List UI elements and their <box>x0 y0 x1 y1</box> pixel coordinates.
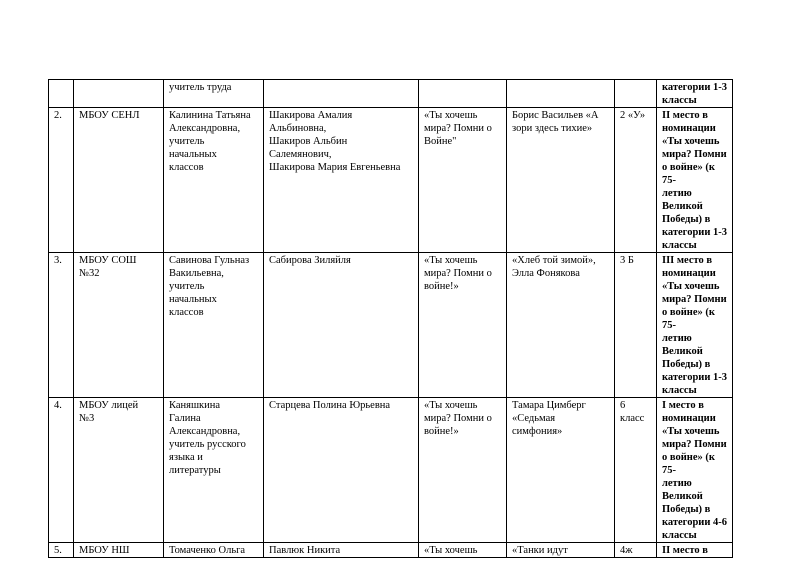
class-cell: 2 «У» <box>615 108 657 253</box>
table-row <box>49 108 733 253</box>
nomination-cell: «Ты хочешь <box>419 543 507 558</box>
row-number <box>49 80 74 108</box>
teacher-cell: Каняшкина Галина Александровна, учитель русского языка и литературы <box>164 398 264 543</box>
row-number: 3. <box>49 253 74 398</box>
work-cell <box>507 80 615 108</box>
school-cell: МБОУ СОШ №32 <box>74 253 164 398</box>
result-cell: I место в номинации «Ты хочешь мира? Помни о войне» (к 75- летию Великой Победы) в категории 4-6 классы <box>657 398 733 543</box>
nomination-cell: «Ты хочешь мира? Помни о войне!» <box>419 253 507 398</box>
work-cell: «Хлеб той зимой», Элла Фонякова <box>507 253 615 398</box>
class-cell <box>615 80 657 108</box>
row-number: 5. <box>49 543 74 558</box>
students-cell: Старцева Полина Юрьевна <box>264 398 419 543</box>
nomination-cell: «Ты хочешь мира? Помни о войне!» <box>419 398 507 543</box>
nomination-cell <box>419 80 507 108</box>
school-cell: МБОУ НШ <box>74 543 164 558</box>
school-cell <box>74 80 164 108</box>
students-cell: Павлюк Никита <box>264 543 419 558</box>
work-cell: «Танки идут <box>507 543 615 558</box>
participants-table <box>48 79 733 558</box>
table-row <box>49 80 733 108</box>
row-number: 2. <box>49 108 74 253</box>
result-cell: II место в номинации «Ты хочешь мира? Помни о войне» (к 75- летию Великой Победы) в категории 1-3 классы <box>657 108 733 253</box>
school-cell: МБОУ СЕНЛ <box>74 108 164 253</box>
nomination-cell: «Ты хочешь мира? Помни о Войне" <box>419 108 507 253</box>
students-cell: Сабирова Зиляйля <box>264 253 419 398</box>
teacher-cell: Савинова Гульназ Вакильевна, учитель начальных классов <box>164 253 264 398</box>
teacher-cell: Томаченко Ольга <box>164 543 264 558</box>
result-cell: категории 1-3 классы <box>657 80 733 108</box>
table-row <box>49 398 733 543</box>
class-cell: 6 класс <box>615 398 657 543</box>
class-cell: 3 Б <box>615 253 657 398</box>
work-cell: Тамара Цимберг «Седьмая симфония» <box>507 398 615 543</box>
work-cell: Борис Васильев «А зори здесь тихие» <box>507 108 615 253</box>
teacher-cell: учитель труда <box>164 80 264 108</box>
table-row <box>49 253 733 398</box>
table-row <box>49 543 733 558</box>
students-cell: Шакирова Амалия Альбиновна, Шакиров Альбин Салемянович, Шакирова Мария Евгеньевна <box>264 108 419 253</box>
result-cell: III место в номинации «Ты хочешь мира? Помни о войне» (к 75- летию Великой Победы) в категории 1-3 классы <box>657 253 733 398</box>
teacher-cell: Калинина Татьяна Александровна, учитель начальных классов <box>164 108 264 253</box>
class-cell: 4ж <box>615 543 657 558</box>
students-cell <box>264 80 419 108</box>
result-cell: II место в <box>657 543 733 558</box>
row-number: 4. <box>49 398 74 543</box>
school-cell: МБОУ лицей №3 <box>74 398 164 543</box>
